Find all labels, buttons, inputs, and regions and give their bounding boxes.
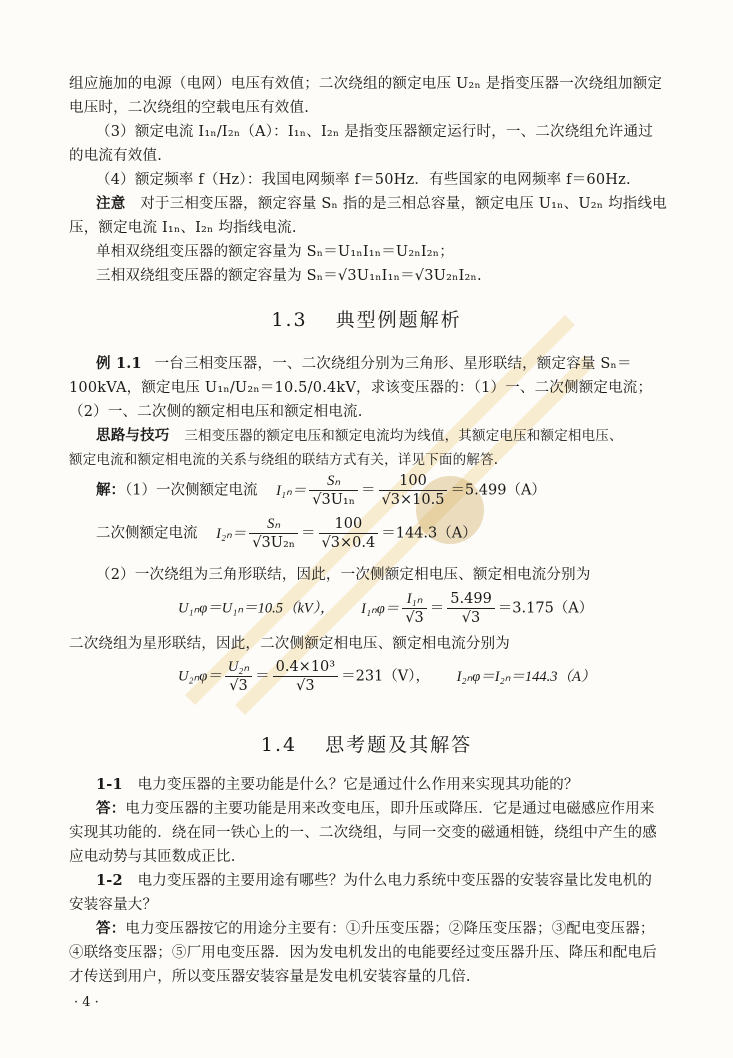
text-line: 的电流有效值. (69, 148, 163, 164)
note-label: 注意 (96, 195, 126, 212)
answer-label: 答： (96, 800, 126, 817)
fraction (249, 515, 298, 552)
denominator: √3 (229, 678, 248, 694)
question-label: 1-2 (96, 872, 123, 889)
equation-result: ＝144.3（A） (381, 525, 477, 542)
equation-text: I₂ₙφ＝I₂ₙ＝144.3（A） (456, 668, 596, 685)
denominator: √3 (461, 610, 481, 626)
numerator: I₁ₙ (402, 590, 426, 609)
text-line: 额定电流和额定相电流的关系与绕组的联结方式有关，详见下面的解答. (69, 452, 499, 468)
answer-text: 电力变压器的主要功能是用来改变电压，即升压或降压．它是通过电磁感应作用来 (125, 801, 655, 817)
page-number: · 4 · (74, 995, 99, 1010)
text-line: 100kVA，额定电压 U₁ₙ/U₂ₙ＝10.5/0.4kV，求该变压器的：（1）一、二次侧额定电流； (69, 380, 653, 396)
numerator: Sₙ (309, 472, 358, 491)
text-line: 组应施加的电源（电网）电压有效值；二次绕组的额定电压 U₂ₙ 是指变压器一次绕组加额定 (69, 76, 663, 92)
question-label: 1-1 (96, 776, 123, 793)
numerator: 100 (319, 515, 379, 534)
text-line: 电压时，二次绕组的空载电压有效值. (69, 100, 310, 116)
text-line: ④联络变压器；⑤厂用电变压器．因为发电机发出的电能要经过变压器升压、降压和配电后 (69, 945, 657, 961)
answer-text: 电力变压器按它的用途分主要有：①升压变压器；②降压变压器；③配电变压器； (125, 921, 655, 937)
question-text: 电力变压器的主要功能是什么？它是通过什么作用来实现其功能的？ (137, 777, 579, 793)
equation-lhs: U₂ₙφ＝ (178, 668, 222, 685)
equation-lhs: I₁ₙ＝ (276, 482, 307, 499)
equation-result: ＝5.499（A） (450, 482, 546, 499)
section-heading (0, 305, 733, 332)
equation-secondary-phase: U₂ₙφ＝ $\frac{\text{U₂ₙ}}{√3}$ ＝ $\frac{\text{0.4×10³}}{√3}$ ＝231（V）， I₂ₙφ＝I₂ₙ＝144.3（A） (178, 659, 596, 694)
example-text: 一台三相变压器，一、二次绕组分别为三角形、星形联结，额定容量 Sₙ＝ (154, 356, 632, 372)
fraction (319, 515, 379, 552)
solution-label: 解： (96, 481, 125, 499)
answer-label: 答： (96, 920, 126, 937)
fraction (402, 590, 426, 627)
equation-label: 二次侧额定电流 (96, 525, 198, 542)
note-line (96, 192, 716, 216)
section-title: 思考题及其解答 (325, 734, 473, 756)
text-line: （3）额定电流 I₁ₙ/I₂ₙ（A）：I₁ₙ、I₂ₙ 是指变压器额定运行时，一、二次绕组允许通过 (96, 124, 653, 140)
text-line: 才传送到用户，所以变压器安装容量是发电机安装容量的几倍. (69, 969, 471, 985)
question-text: 电力变压器的主要用途有哪些？为什么电力系统中变压器的安装容量比发电机的 (137, 873, 653, 889)
answer-line (96, 917, 716, 941)
note-text: 对于三相变压器，额定容量 Sₙ 指的是三相总容量，额定电压 U₁ₙ、U₂ₙ 均指线电 (140, 196, 667, 212)
text-line: 实现其功能的．绕在同一铁心上的一、二次绕组，与同一交变的磁通相链，绕组中产生的感 (69, 825, 657, 841)
equation-result: ＝3.175（A） (497, 600, 594, 617)
text-line: 安装容量大？ (69, 897, 158, 913)
equation-primary-phase: U₁ₙφ＝U₁ₙ＝10.5（kV）， I₁ₙφ＝ $\frac{\text{I₁ₙ}}{√3}$ ＝ $\frac{5.499}{√3}$ ＝3.175（A） (178, 591, 594, 626)
denominator: √3 (405, 610, 424, 626)
denominator: √3×10.5 (381, 492, 445, 508)
text-line: （4）额定频率 f（Hz）：我国电网频率 f＝50Hz．有些国家的电网频率 f＝60Hz. (96, 172, 631, 188)
section-heading (0, 730, 733, 757)
equation-lhs: I₂ₙ＝ (216, 525, 247, 542)
fraction (225, 658, 252, 695)
denominator: √3 (296, 678, 315, 694)
section-number: 1.3 (271, 309, 308, 331)
fraction (379, 472, 448, 509)
tip-line (96, 424, 716, 448)
example-label: 例 1.1 (96, 355, 142, 372)
denominator: √3U₂ₙ (252, 535, 296, 551)
question-line (96, 773, 716, 797)
section-title: 典型例题解析 (335, 309, 462, 331)
numerator: 0.4×10³ (273, 658, 338, 677)
text-line: 三相双绕组变压器的额定容量为 Sₙ＝√3U₁ₙI₁ₙ＝√3U₂ₙI₂ₙ. (96, 268, 482, 284)
denominator: √3U₁ₙ (312, 492, 356, 508)
example-line (96, 352, 716, 376)
numerator: Sₙ (249, 515, 298, 534)
numerator: 5.499 (447, 590, 495, 609)
equation-primary-current: 解：（1）一次侧额定电流 I₁ₙ＝ $\frac{\text{Sₙ}}{\text{√3U₁ₙ}}$ ＝ $\frac{100}{√3\times 10.5}$ ＝5.499（A） (96, 473, 546, 508)
tip-label: 思路与技巧 (96, 427, 170, 444)
equation-result: ＝231（V）， (341, 668, 430, 685)
text-line: 应电动势与其匝数成正比. (69, 849, 236, 865)
text-line: （2）一、二次侧的额定相电压和额定相电流. (69, 404, 363, 420)
text-line: 压，额定电流 I₁ₙ、I₂ₙ 均指线电流. (69, 220, 297, 236)
numerator: U₂ₙ (225, 658, 252, 677)
question-line (96, 869, 716, 893)
text-line: 单相双绕组变压器的额定容量为 Sₙ＝U₁ₙI₁ₙ＝U₂ₙI₂ₙ； (96, 244, 454, 260)
equation-lhs: I₁ₙφ＝ (361, 600, 400, 617)
numerator: 100 (379, 472, 448, 491)
fraction (309, 472, 358, 509)
text-line: 二次绕组为星形联结，因此，二次侧额定相电压、额定相电流分别为 (69, 636, 510, 652)
tip-text: 三相变压器的额定电压和额定电流均为线值，其额定电压和额定相电压、 (184, 428, 623, 444)
answer-line (96, 797, 716, 821)
text-line: （2）一次绕组为三角形联结，因此，一次侧额定相电压、额定相电流分别为 (96, 567, 591, 583)
equation-label: （1）一次侧额定电流 (125, 482, 258, 499)
equation-text: U₁ₙφ＝U₁ₙ＝10.5（kV）， (178, 600, 335, 617)
equation-secondary-current: 二次侧额定电流 I₂ₙ＝ $\frac{\text{Sₙ}}{\text{√3U₂ₙ}}$ ＝ $\frac{100}{√3\times 0.4}$ ＝144.3（A） (96, 516, 477, 551)
fraction (447, 590, 495, 627)
section-number: 1.4 (260, 734, 298, 756)
denominator: √3×0.4 (321, 535, 376, 551)
fraction (273, 658, 338, 695)
